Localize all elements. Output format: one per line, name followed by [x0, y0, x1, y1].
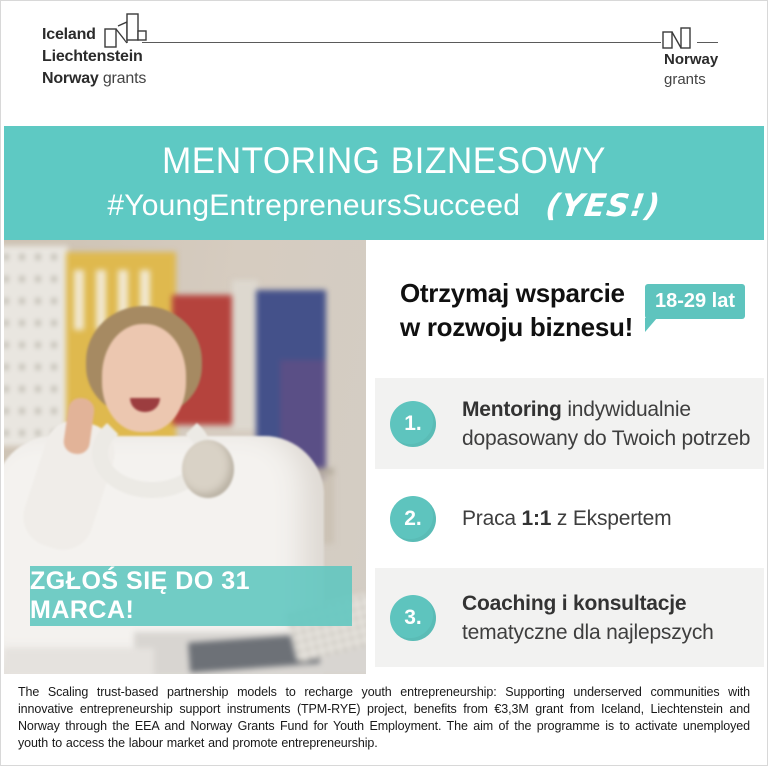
list-item-praca [375, 469, 764, 568]
banner-subtitle-row [4, 188, 764, 224]
eea-logo-line3: Norway grants [42, 70, 147, 87]
item-number-3: 3. [390, 595, 436, 641]
item-number-1: 1. [390, 401, 436, 447]
eea-logo-line1: Iceland [42, 26, 96, 43]
age-range-badge: 18-29 lat [645, 284, 745, 319]
eea-logo-line2: Liechtenstein [42, 48, 143, 65]
photo [4, 240, 366, 674]
hashtag: #YoungEntrepreneursSucceed [107, 189, 521, 222]
list-item-coaching [375, 568, 764, 667]
heading-line2: w rozwoju biznesu! [400, 312, 633, 342]
item-text-3: Coaching i konsultacje tematyczne dla najlepszych [462, 591, 714, 644]
title-banner [4, 126, 764, 240]
funding-disclaimer: The Scaling trust-based partnership models to recharge youth entrepreneurship: Supporting underserved communities with innovative entrepreneurship support instruments (TPM-RYE) project, benefits from €3,3M grant from Iceland, Liechtenstein and Norway through the EEA and Norway Grants Fund for Youth Employment. The aim of the programme is to activate unemployed youth to access the labour market and promote entrepreneurship. [18, 685, 750, 750]
binder-shelf-white [4, 246, 68, 446]
item-text-2: Praca 1:1 z Ekspertem [462, 507, 672, 530]
age-badge-tail [645, 318, 657, 332]
heading-line1: Otrzymaj wsparcie [400, 278, 625, 308]
item-number-2: 2. [390, 496, 436, 542]
binder-label-column [232, 280, 258, 430]
yes-wordmark: (YES!) [543, 188, 664, 224]
norway-logo-line1: Norway [664, 51, 719, 68]
eea-grants-icon [103, 10, 151, 59]
item-text-1: Mentoring indywidualnie dopasowany do Twoich potrzeb [462, 397, 751, 450]
apply-deadline-button[interactable]: ZGŁOŚ SIĘ DO 31 MARCA! [30, 566, 352, 626]
program-title: MENTORING BIZNESOWY [162, 140, 606, 181]
headphone-earcup [182, 440, 234, 498]
norway-grants-logo [664, 50, 718, 90]
desk-left [4, 648, 154, 674]
list-item-mentoring [375, 378, 764, 469]
info-panel [366, 240, 764, 674]
header-rule [142, 42, 718, 43]
norway-logo-line2: grants [664, 71, 706, 88]
panel-heading [400, 276, 633, 344]
